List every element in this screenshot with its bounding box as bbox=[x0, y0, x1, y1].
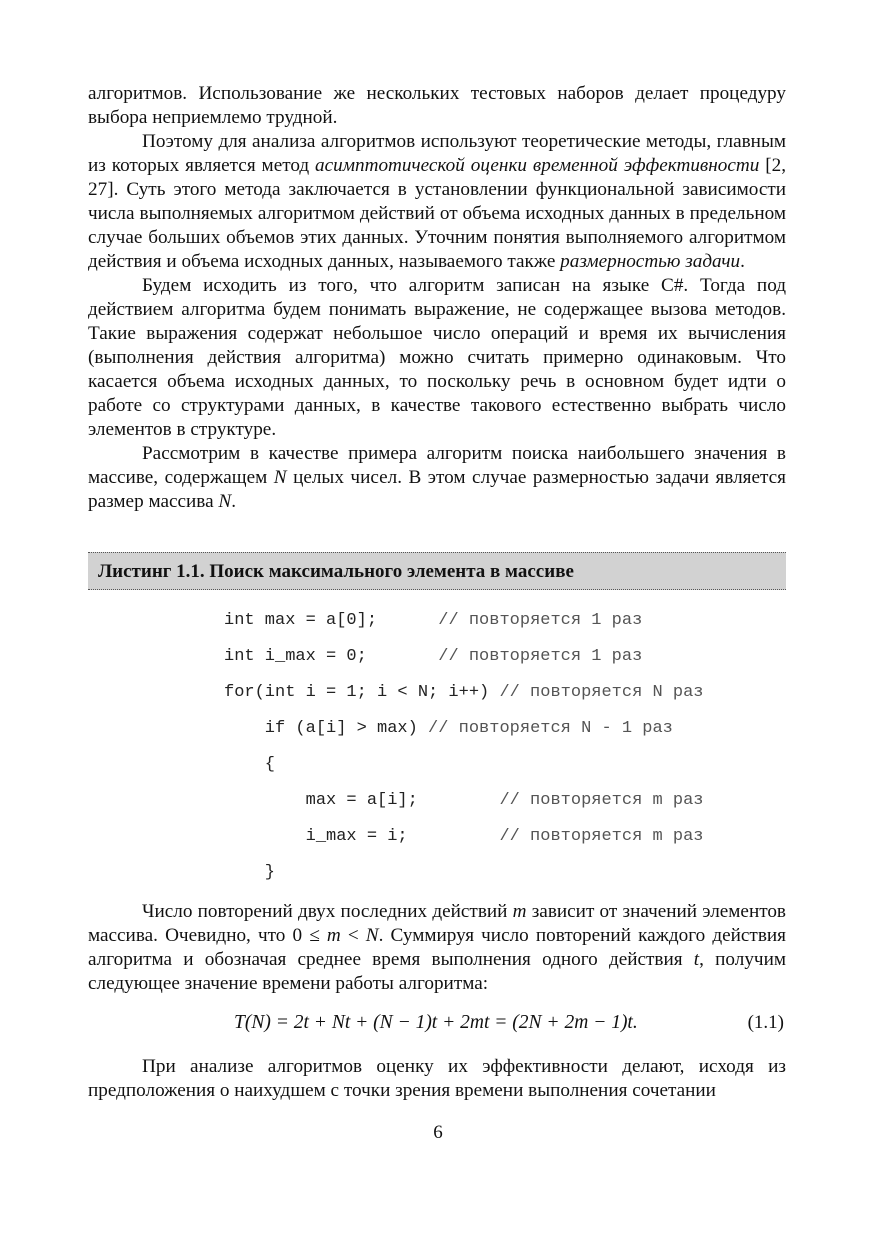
code-listing bbox=[224, 607, 704, 895]
paragraph-2: Поэтому для анализа алгоритмов используют теоретические методы, главным из которых является метод асимптотической оценки временной эффективности [2, 27]. Суть этого метода заключается в установлении функциональной зависимости числа выполняемых алгоритмом действий от объема исходных данных в предельном случае больших объемов этих данных. Уточним понятия выполняемого алгоритмом действия и объема исходных данных, называемого также размерностью задачи. bbox=[88, 131, 787, 272]
formula: T(N) = 2t + Nt + (N − 1)t + 2mt = (2N + 2m − 1)t. bbox=[234, 1012, 638, 1033]
paragraph-1: алгоритмов. Использование же нескольких тестовых наборов делает процедуру выбора неприемлемо трудной. bbox=[88, 83, 786, 128]
equation-1-1 bbox=[88, 1012, 786, 1042]
page-number: 6 bbox=[433, 1122, 443, 1143]
code-line: if (a[i] > max) // повторяется N - 1 раз bbox=[224, 719, 673, 738]
listing-title: Листинг 1.1. Поиск максимального элемента в массиве bbox=[98, 561, 574, 582]
listing-header bbox=[88, 552, 786, 590]
code-line: i_max = i; // повторяется m раз bbox=[224, 827, 704, 846]
text-block-middle bbox=[88, 900, 786, 996]
code-line: { bbox=[224, 755, 276, 774]
code-line: max = a[i]; // повторяется m раз bbox=[224, 791, 704, 810]
code-line: int i_max = 0; // повторяется 1 раз bbox=[224, 647, 643, 666]
term-asymptotic: асимптотической оценки временной эффективности bbox=[315, 155, 760, 176]
paragraph-6: При анализе алгоритмов оценку их эффективности делают, исходя из предположения о наихудшем с точки зрения времени выполнения сочетании bbox=[88, 1056, 786, 1101]
paragraph-4: Рассмотрим в качестве примера алгоритм поиска наибольшего значения в массиве, содержащем N целых чисел. В этом случае размерностью задачи является размер массива N. bbox=[88, 443, 786, 512]
code-line: for(int i = 1; i < N; i++) // повторяется N раз bbox=[224, 683, 704, 702]
paragraph-5: Число повторений двух последних действий m зависит от значений элементов массива. Очевидно, что 0 ≤ m < N. Суммируя число повторений каждого действия алгоритма и обозначая среднее время выполнения одного действия t, получим следующее значение времени работы алгоритма: bbox=[88, 901, 786, 994]
code-line: int max = a[0]; // повторяется 1 раз bbox=[224, 611, 643, 630]
text-block-top bbox=[88, 82, 786, 514]
formula-number: (1.1) bbox=[747, 1012, 784, 1033]
paragraph-3: Будем исходить из того, что алгоритм записан на языке C#. Тогда под действием алгоритма будем понимать выражение, не содержащее вызова методов. Такие выражения содержат небольшое число операций и время их вычисления (выполнения действия алгоритма) можно считать примерно одинаковым. Что касается объема исходных данных, то поскольку речь в основном будет идти о работе со структурами данных, в качестве такового естественно выбрать число элементов в структуре. bbox=[88, 275, 786, 440]
code-line: } bbox=[224, 863, 276, 882]
text-block-bottom bbox=[88, 1055, 786, 1103]
term-dimension: размерностью задачи bbox=[560, 251, 741, 272]
